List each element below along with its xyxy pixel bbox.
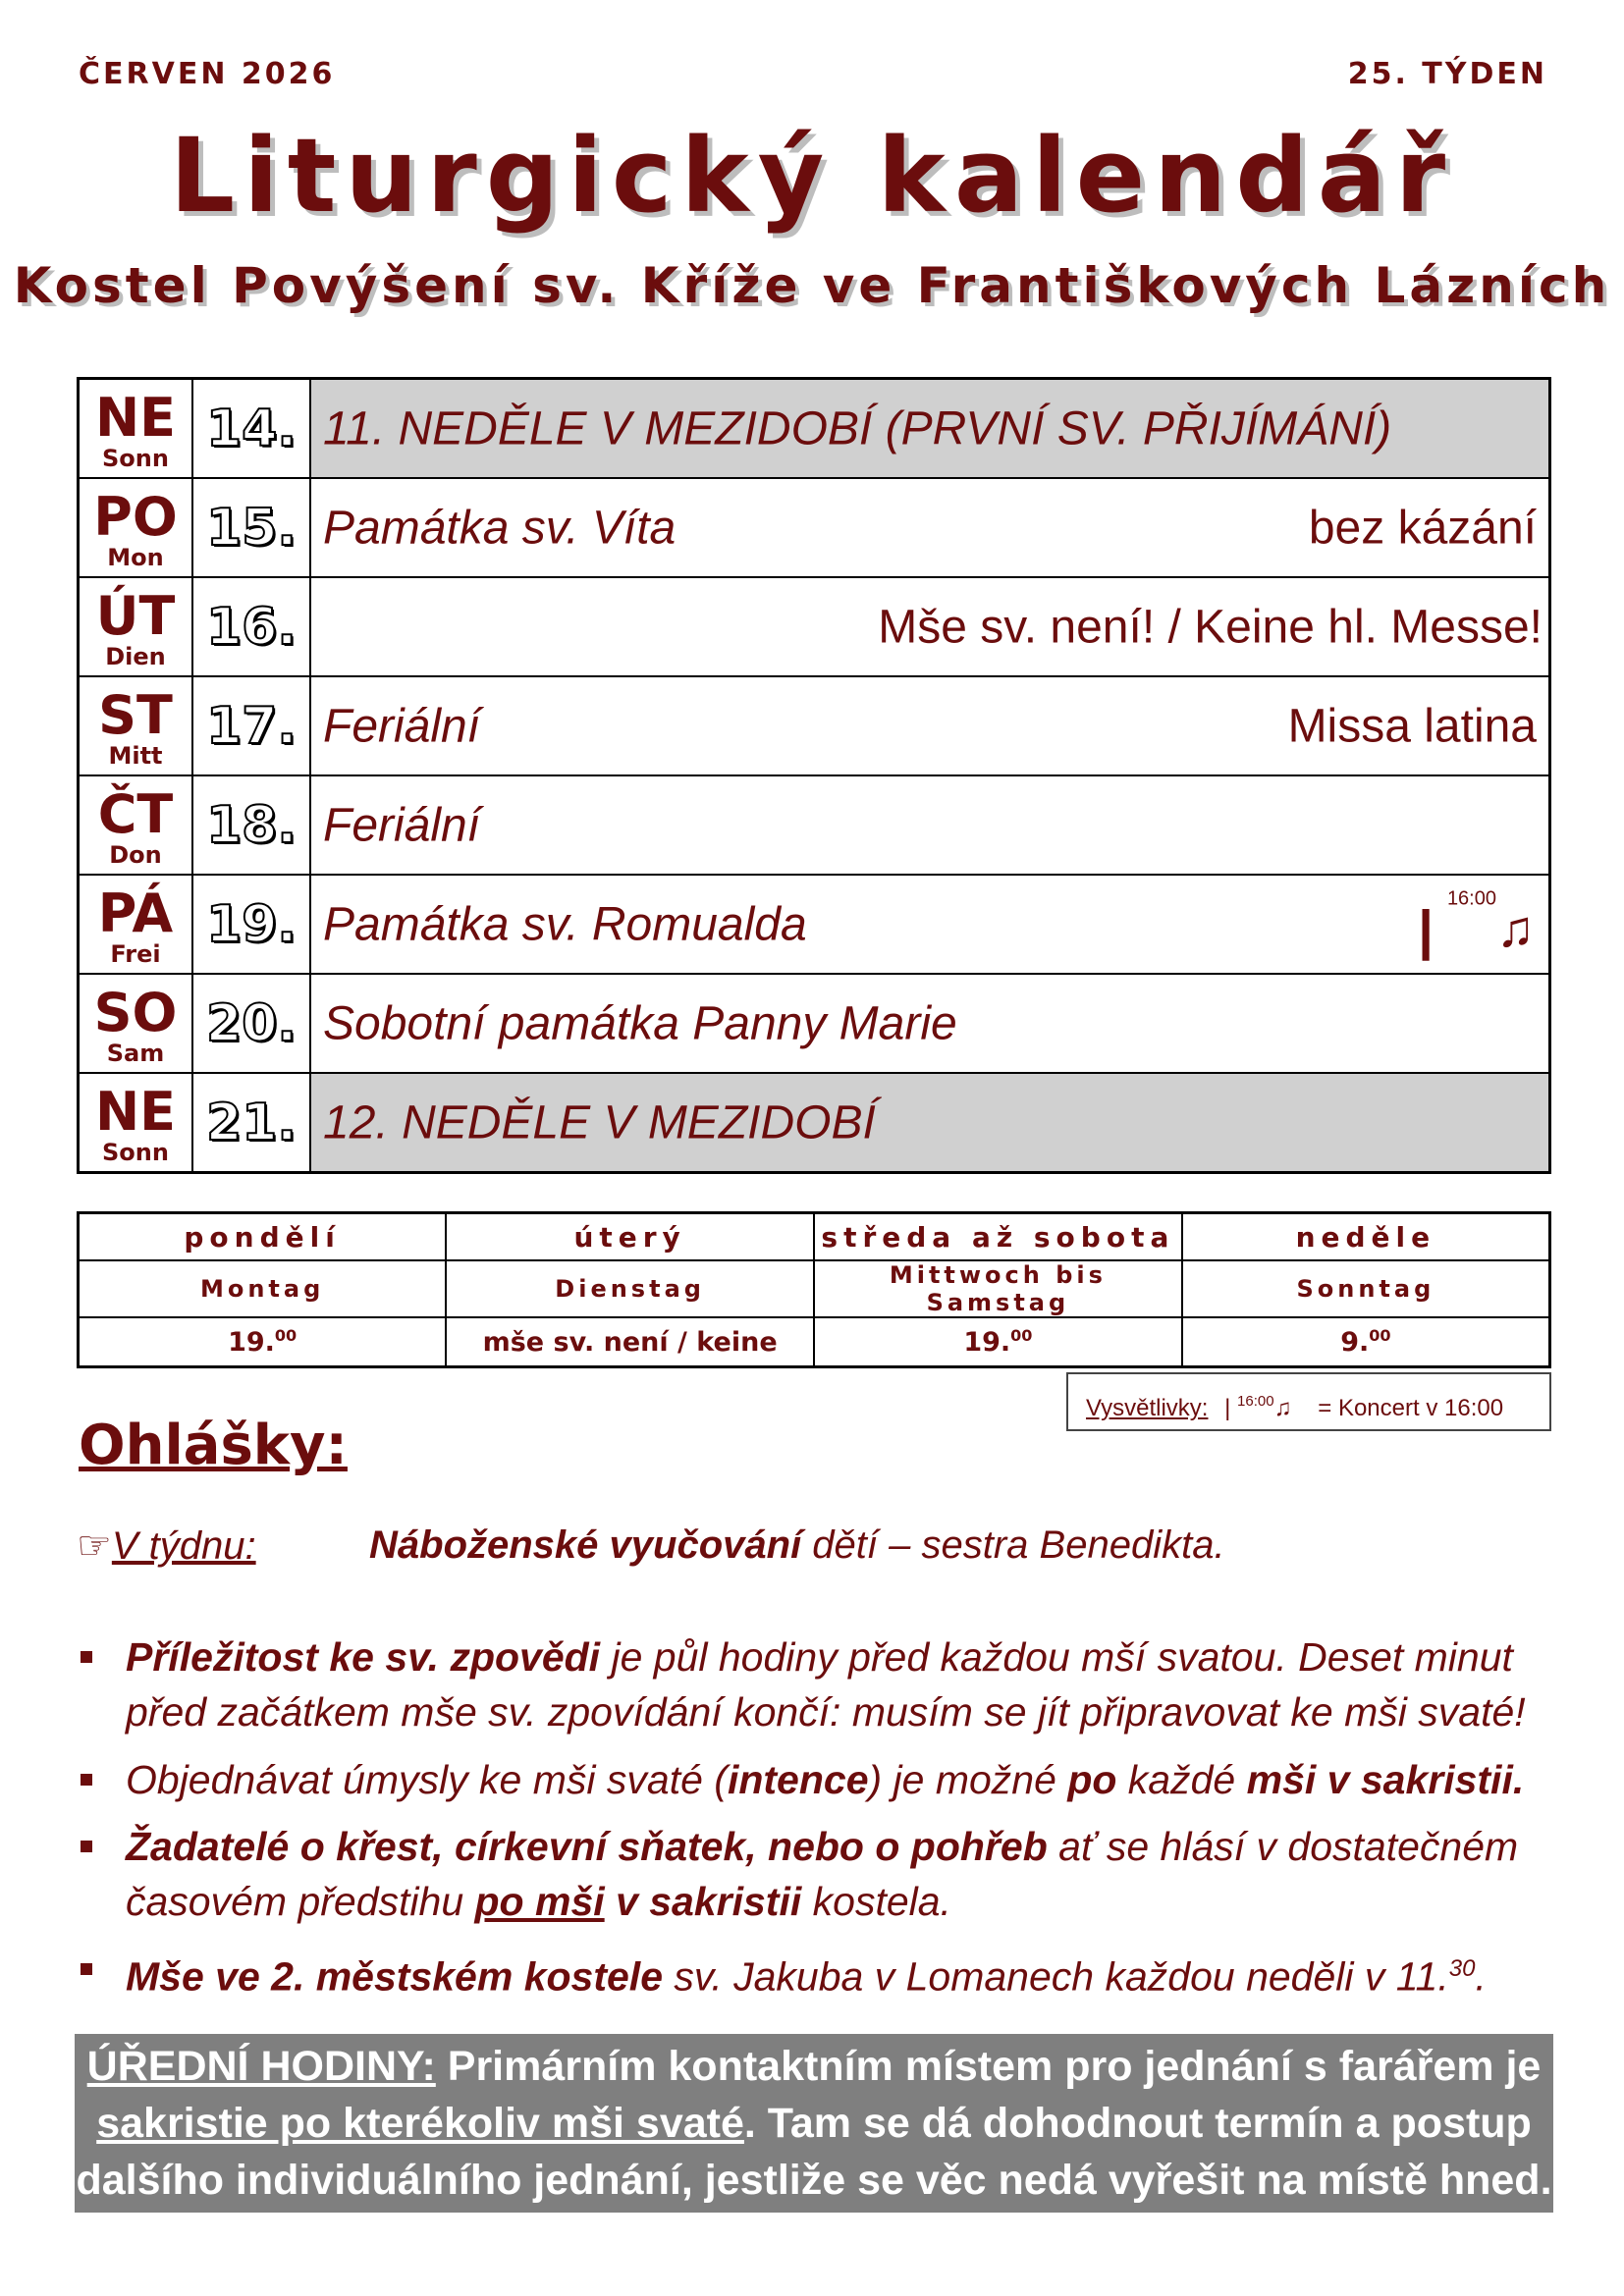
bullet-rest: kostela. — [801, 1879, 951, 1924]
bullet-square-icon — [81, 1774, 92, 1786]
calendar-row — [79, 775, 1550, 875]
day-cell — [79, 478, 193, 577]
day-abbr: ST — [98, 683, 173, 746]
schedule-row-times — [79, 1317, 1550, 1367]
bullet-item — [79, 1942, 1551, 2004]
bullet-item — [79, 1752, 1551, 1807]
event-text: Sobotní památka Panny Marie — [323, 997, 957, 1049]
day-de: Mon — [107, 543, 164, 571]
concert-bar-icon: | — [1224, 1395, 1231, 1421]
event-note: Missa latina — [1287, 700, 1537, 752]
week-note-bold: Náboženské vyučování — [369, 1523, 802, 1567]
legend-label: Vysvětlivky: — [1086, 1395, 1209, 1421]
time-sup: 00 — [1010, 1326, 1033, 1345]
calendar-row — [79, 974, 1550, 1073]
event-text: Feriální — [323, 700, 481, 752]
announcements-heading: Ohlášky: — [79, 1414, 348, 1477]
day-cell — [79, 875, 193, 974]
schedule-day-de: Mittwoch bis Samstag — [814, 1260, 1182, 1317]
date-cell — [192, 676, 310, 775]
schedule-time — [1182, 1317, 1550, 1367]
schedule-day-de: Dienstag — [446, 1260, 814, 1317]
event-text: 12. NEDĚLE V MEZIDOBÍ — [323, 1096, 876, 1148]
calendar-row — [79, 577, 1550, 676]
schedule-day-cz: středa až sobota — [814, 1213, 1182, 1261]
bullet-text — [126, 1942, 1551, 2004]
bullet-bold: intence — [727, 1757, 869, 1802]
day-abbr: PO — [93, 485, 178, 548]
bullet-sup: 30 — [1448, 1955, 1476, 1982]
schedule-time — [814, 1317, 1182, 1367]
page-title: Liturgický kalendář — [169, 116, 1455, 236]
date-number: 21. — [205, 1093, 298, 1152]
legend-box — [1066, 1372, 1551, 1431]
bullet-item — [79, 1819, 1551, 1929]
day-de: Sonn — [102, 444, 169, 472]
time-main: 19. — [228, 1327, 275, 1358]
day-cell — [79, 577, 193, 676]
bullet-bold: Žadatelé o křest, církevní sňatek, nebo o pohřeb — [126, 1824, 1048, 1869]
concert-time: 16:00 — [1446, 886, 1496, 909]
calendar-row — [79, 875, 1550, 974]
day-cell — [79, 974, 193, 1073]
schedule-time — [446, 1317, 814, 1367]
event-cell — [310, 974, 1550, 1073]
calendar-row — [79, 478, 1550, 577]
date-number: 14. — [205, 399, 298, 458]
bullet-rest: každé — [1116, 1757, 1247, 1802]
concert-marker — [1418, 887, 1535, 961]
bullet-bold: po — [1067, 1757, 1117, 1802]
event-text: Památka sv. Romualda — [323, 898, 807, 950]
date-cell — [192, 775, 310, 875]
bullet-rest: Objednávat úmysly ke mši svaté ( — [126, 1757, 728, 1802]
event-cell — [310, 1073, 1550, 1173]
event-cell — [310, 577, 1550, 676]
day-cell — [79, 379, 193, 479]
week-note-text — [369, 1523, 1225, 1568]
office-underlined: sakristie po kterékoliv mši svaté — [96, 2100, 744, 2147]
day-de: Mitt — [108, 741, 163, 770]
time-sup: 00 — [274, 1326, 298, 1345]
schedule-row-cz — [79, 1213, 1550, 1261]
date-number: 17. — [205, 696, 298, 756]
time-sup: 00 — [1369, 1326, 1391, 1345]
bullet-bold: Mše ve 2. městském kostele — [126, 1953, 663, 2000]
pointing-hand-icon: ☞ — [77, 1524, 112, 1568]
month-label: ČERVEN 2026 — [79, 57, 336, 91]
week-calendar-table — [77, 377, 1551, 1174]
date-cell — [192, 478, 310, 577]
bullet-rest: ať se hlásí v dostatečném časovém předstihu — [126, 1824, 1519, 1924]
day-abbr: NE — [94, 386, 177, 449]
day-de: Sonn — [102, 1138, 169, 1166]
day-cell — [79, 1073, 193, 1173]
calendar-row — [79, 1073, 1550, 1173]
day-abbr: PÁ — [97, 881, 174, 944]
time-main: mše sv. není / keine — [482, 1326, 778, 1358]
date-cell — [192, 875, 310, 974]
schedule-day-cz: úterý — [446, 1213, 814, 1261]
date-cell — [192, 577, 310, 676]
legend-text: = Koncert v 16:00 — [1318, 1395, 1504, 1421]
event-cell — [310, 676, 1550, 775]
page-subtitle: Kostel Povýšení sv. Kříže ve Františkových Lázních — [13, 257, 1611, 314]
bullet-bold-underlined: po mši — [474, 1879, 605, 1924]
day-abbr: ÚT — [95, 584, 176, 647]
bullet-bold: v sakristii — [616, 1879, 802, 1924]
bullet-rest: je půl hodiny před každou mší svatou. Deset minut před začátkem mše sv. zpovídání končí: musím se jít připravovat ke mši svaté! — [126, 1634, 1526, 1735]
bullet-rest: sv. Jakuba v Lomanech každou neděli v 11. — [663, 1953, 1449, 2000]
event-cell — [310, 379, 1550, 479]
calendar-row — [79, 676, 1550, 775]
office-text: . Tam se dá dohodnout termín a postup dalšího individuálního jednání, jestliže se věc nedá vyřešit na místě hned. — [76, 2100, 1552, 2204]
date-cell — [192, 379, 310, 479]
event-cell — [310, 775, 1550, 875]
date-number: 19. — [205, 894, 298, 954]
event-note: bez kázání — [1308, 502, 1537, 554]
day-abbr: SO — [93, 981, 178, 1043]
bullet-rest: . — [1475, 1953, 1487, 2000]
day-abbr: NE — [94, 1080, 177, 1143]
week-note-rest: dětí – sestra Benedikta. — [801, 1523, 1225, 1567]
office-hours-box — [75, 2034, 1553, 2213]
time-main: 19. — [963, 1327, 1011, 1358]
event-text: 11. NEDĚLE V MEZIDOBÍ (PRVNÍ SV. PŘIJÍMÁNÍ) — [323, 402, 1392, 454]
bullet-square-icon — [81, 1963, 92, 1975]
date-number: 16. — [205, 597, 298, 657]
music-note-icon: ♫ — [1496, 900, 1535, 958]
event-text: Památka sv. Víta — [323, 502, 677, 554]
date-number: 18. — [205, 795, 298, 855]
week-note — [77, 1523, 1225, 1569]
schedule-day-cz: neděle — [1182, 1213, 1550, 1261]
bullet-bold: Příležitost ke sv. zpovědi — [126, 1634, 601, 1680]
event-cell — [310, 478, 1550, 577]
date-cell — [192, 1073, 310, 1173]
week-note-label: V týdnu: — [111, 1524, 256, 1568]
schedule-day-de: Montag — [79, 1260, 447, 1317]
schedule-time — [79, 1317, 447, 1367]
date-number: 15. — [205, 498, 298, 558]
schedule-day-de: Sonntag — [1182, 1260, 1550, 1317]
schedule-day-cz: pondělí — [79, 1213, 447, 1261]
week-label: 25. TÝDEN — [1347, 57, 1547, 91]
event-text: Feriální — [323, 799, 481, 851]
music-note-icon: ♫ — [1273, 1395, 1292, 1421]
bullet-square-icon — [81, 1651, 92, 1663]
mass-schedule-table — [77, 1211, 1551, 1368]
day-de: Dien — [105, 642, 166, 670]
office-text: Primárním kontaktním místem pro jednání s farářem je — [435, 2043, 1542, 2090]
day-abbr: ČT — [97, 782, 174, 845]
date-number: 20. — [205, 993, 298, 1053]
office-label: ÚŘEDNÍ HODINY: — [86, 2043, 436, 2090]
event-note: Mše sv. není! / Keine hl. Messe! — [878, 601, 1543, 653]
bullet-text — [126, 1752, 1551, 1807]
schedule-row-de — [79, 1260, 1550, 1317]
bullet-item — [79, 1629, 1551, 1739]
bullet-rest: ) je možné — [868, 1757, 1068, 1802]
legend-time: 16:00 — [1237, 1393, 1274, 1410]
day-cell — [79, 775, 193, 875]
day-de: Sam — [106, 1039, 165, 1067]
day-de: Don — [109, 840, 162, 869]
bullet-rest — [605, 1879, 616, 1924]
bullet-text — [126, 1819, 1551, 1929]
calendar-row — [79, 379, 1550, 479]
concert-bar-icon: | — [1418, 898, 1434, 961]
bullet-text — [126, 1629, 1551, 1739]
bullet-square-icon — [81, 1841, 92, 1852]
date-cell — [192, 974, 310, 1073]
day-de: Frei — [110, 939, 161, 968]
event-cell — [310, 875, 1550, 974]
time-main: 9. — [1340, 1327, 1370, 1358]
day-cell — [79, 676, 193, 775]
bullet-bold: mši v sakristii. — [1246, 1757, 1525, 1802]
